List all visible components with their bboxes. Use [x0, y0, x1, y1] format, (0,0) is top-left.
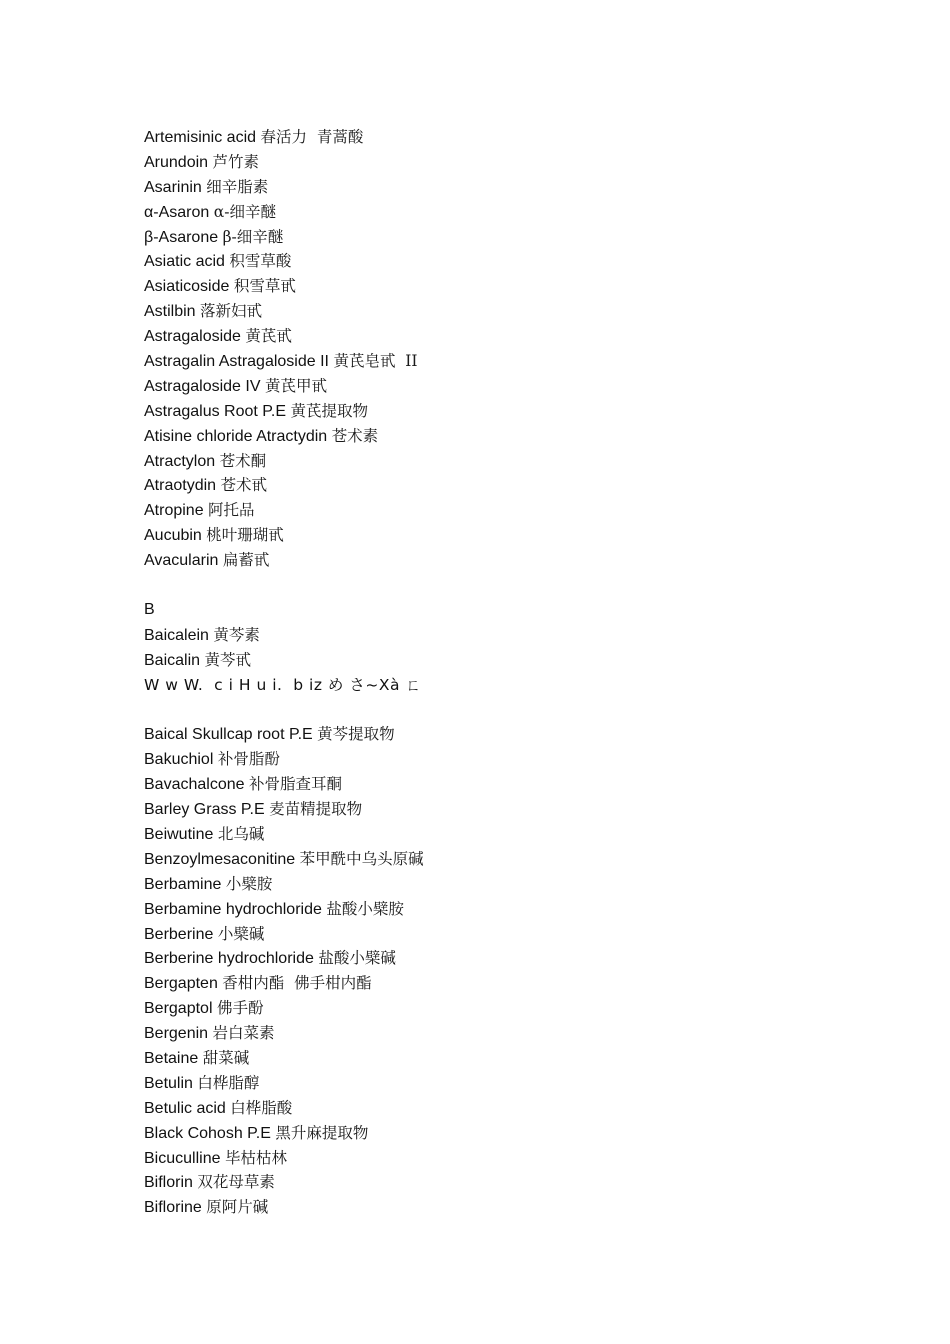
english-name: Atraotydin	[144, 477, 217, 495]
list-item	[144, 1071, 904, 1096]
english-name: Astragalin Astragaloside II	[144, 353, 329, 371]
list-item	[144, 1121, 904, 1146]
list-item	[144, 374, 904, 399]
list-item	[144, 449, 904, 474]
list-item	[144, 498, 904, 523]
list-item	[144, 722, 904, 747]
chinese-name: 黄芩甙	[204, 650, 251, 669]
english-name: Betulin	[144, 1074, 193, 1092]
list-item	[144, 548, 904, 573]
chinese-name: 积雪草酸	[229, 252, 292, 271]
list-item	[144, 996, 904, 1021]
chinese-name: 毕枯枯林	[224, 1148, 287, 1167]
list-item	[144, 175, 904, 200]
spacer	[144, 697, 904, 722]
english-name: Bergaptol	[144, 1000, 213, 1018]
list-item	[144, 1096, 904, 1121]
english-name: Artemisinic acid	[144, 129, 257, 146]
english-name: Black Cohosh P.E	[144, 1124, 271, 1142]
chinese-name: 黄芪皂甙 II	[333, 352, 418, 371]
english-name: Biflorine	[144, 1199, 202, 1217]
english-name: Berberine	[144, 925, 214, 943]
chinese-name: 芦竹素	[212, 152, 260, 171]
section-b-top-list	[144, 623, 904, 673]
list-item	[144, 1021, 904, 1046]
list-item	[144, 872, 904, 897]
english-name: Biflorin	[144, 1174, 193, 1192]
english-name: β-Asarone	[144, 228, 219, 246]
english-name: Baical Skullcap root P.E	[144, 726, 313, 744]
document-page	[144, 125, 904, 1220]
section-b-heading: B	[144, 600, 155, 618]
english-name: Bavachalcone	[144, 776, 245, 794]
chinese-name: 黄芪甲甙	[264, 376, 327, 395]
chinese-name: 春活力 青蒿酸	[260, 128, 364, 146]
list-item	[144, 399, 904, 424]
list-item	[144, 249, 904, 274]
list-item	[144, 946, 904, 971]
list-item	[144, 150, 904, 175]
english-name: Berbamine	[144, 875, 222, 893]
chinese-name: 北乌碱	[217, 824, 265, 843]
chinese-name: 黄芪甙	[245, 327, 292, 346]
chinese-name: 桃叶珊瑚甙	[206, 526, 284, 545]
english-name: Astilbin	[144, 303, 196, 321]
english-name: Berbamine hydrochloride	[144, 900, 322, 918]
section-a-list	[144, 125, 904, 573]
chinese-name: 原阿片碱	[206, 1198, 269, 1217]
english-name: Beiwutine	[144, 825, 214, 843]
english-name: Betaine	[144, 1049, 199, 1067]
english-name: Asiaticoside	[144, 278, 230, 296]
english-name: Asarinin	[144, 178, 202, 196]
chinese-name: 盐酸小檗胺	[326, 899, 404, 918]
list-item	[144, 1170, 904, 1195]
chinese-name: 岩白菜素	[212, 1024, 275, 1043]
english-name: Avacularin	[144, 552, 219, 570]
english-name: Betulic acid	[144, 1099, 226, 1117]
chinese-name: 佛手酚	[216, 999, 264, 1018]
chinese-name: 阿托品	[208, 501, 255, 520]
english-name: Baicalin	[144, 651, 201, 669]
list-item	[144, 424, 904, 449]
chinese-name: 苍术甙	[220, 476, 268, 495]
english-name: Arundoin	[144, 153, 209, 171]
chinese-name: 甜菜碱	[202, 1048, 250, 1067]
list-item	[144, 772, 904, 797]
english-name: Benzoylmesaconitine	[144, 850, 296, 868]
chinese-name: 补骨脂查耳酮	[248, 775, 342, 794]
chinese-name: 细辛脂素	[206, 177, 269, 196]
chinese-name: 补骨脂酚	[217, 750, 280, 769]
list-item	[144, 897, 904, 922]
list-item	[144, 847, 904, 872]
list-item	[144, 922, 904, 947]
chinese-name: 黄芪提取物	[290, 401, 368, 420]
list-item	[144, 623, 904, 648]
chinese-name: 白桦脂醇	[197, 1073, 260, 1092]
english-name: Aucubin	[144, 527, 202, 545]
list-item	[144, 299, 904, 324]
english-name: α-Asaron	[144, 203, 210, 221]
chinese-name: 香柑内酯 佛手柑内酯	[222, 974, 372, 993]
watermark-text: W w W. c i H u i. b iz め さ~Xà ㄈ	[144, 675, 422, 694]
english-name: Bicuculline	[144, 1149, 221, 1167]
list-item	[144, 473, 904, 498]
list-item	[144, 225, 904, 250]
chinese-name: 黑升麻提取物	[275, 1123, 369, 1142]
chinese-name: 扁蓄甙	[222, 551, 270, 570]
english-name: Asiatic acid	[144, 253, 225, 271]
chinese-name: 小檗碱	[217, 924, 265, 943]
english-name: Atractylon	[144, 452, 216, 470]
chinese-name: 麦苗精提取物	[269, 800, 363, 819]
chinese-name: 黄芩提取物	[317, 725, 395, 744]
chinese-name: 白桦脂酸	[230, 1098, 293, 1117]
english-name: Atisine chloride Atractydin	[144, 427, 328, 445]
chinese-name: α-细辛醚	[213, 202, 276, 221]
list-item	[144, 1046, 904, 1071]
chinese-name: 小檗胺	[225, 874, 273, 893]
list-item	[144, 971, 904, 996]
english-name: Atropine	[144, 502, 204, 520]
chinese-name: β-细辛醚	[222, 227, 284, 246]
list-item	[144, 822, 904, 847]
english-name: Bergapten	[144, 975, 218, 993]
english-name: Astragaloside IV	[144, 377, 261, 395]
list-item	[144, 274, 904, 299]
list-item	[144, 1195, 904, 1220]
english-name: Barley Grass P.E	[144, 801, 265, 819]
chinese-name: 落新妇甙	[200, 302, 263, 321]
list-item	[144, 349, 904, 374]
english-name: Baicalein	[144, 626, 209, 644]
list-item	[144, 125, 904, 150]
chinese-name: 苍术酮	[219, 451, 267, 470]
english-name: Astragalus Root P.E	[144, 402, 287, 420]
chinese-name: 黄芩素	[213, 625, 260, 644]
chinese-name: 苍术素	[331, 426, 379, 445]
list-item	[144, 747, 904, 772]
list-item	[144, 648, 904, 673]
english-name: Bakuchiol	[144, 751, 214, 769]
section-b-list	[144, 722, 904, 1220]
chinese-name: 积雪草甙	[233, 277, 296, 296]
english-name: Astragaloside	[144, 328, 241, 346]
english-name: Bergenin	[144, 1025, 209, 1043]
chinese-name: 双花母草素	[197, 1173, 275, 1192]
chinese-name: 盐酸小檗碱	[318, 949, 396, 968]
list-item	[144, 324, 904, 349]
english-name: Berberine hydrochloride	[144, 950, 314, 968]
spacer	[144, 573, 904, 598]
list-item	[144, 200, 904, 225]
chinese-name: 苯甲酰中乌头原碱	[299, 849, 424, 868]
list-item	[144, 523, 904, 548]
list-item	[144, 1146, 904, 1171]
list-item	[144, 797, 904, 822]
